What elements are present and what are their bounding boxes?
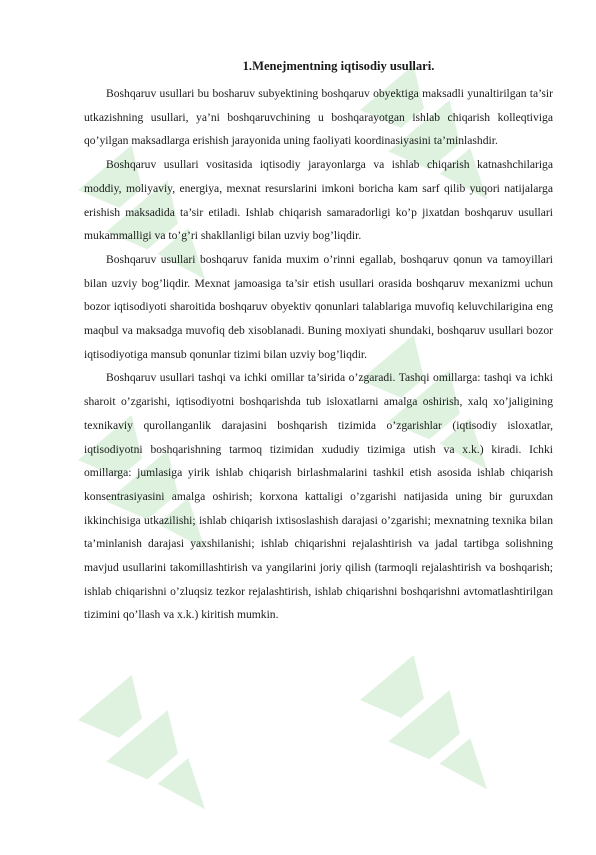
document-body (84, 58, 553, 627)
paragraph-1: Boshqaruv usullari bu bosharuv subyektining boshqaruv obyektiga maksadli yunaltirilgan ta’sir utkazishning usullari, ya’ni boshqaruvchining u boshqarayotgan ishlab chiqarish kolleqtiviga qo’yilgan maksadlarga erishish jarayonida uning faoliyati koordinasiyasini ta’minlashdir. (84, 87, 553, 148)
watermark-logo-icon (360, 640, 510, 830)
watermark-logo-icon (78, 660, 228, 850)
paragraph-2: Boshqaruv usullari vositasida iqtisodiy jarayonlarga va ishlab chiqarish katnashchilariga moddiy, moliyaviy, energiya, mexnat resurslarini imkoni boricha kam sarf qilib yuqori natijalarga erishish maksadida ta’sir etiladi. Ishlab chiqarish samaradorligi ko’p jixatdan boshqaruv usullari mukammalligi va to’g’ri shakllanligi bilan uzviy bog’liqdir. (84, 158, 553, 243)
paragraph-4: Boshqaruv usullari tashqi va ichki omillar ta’sirida o’zgaradi. Tashqi omillarga: tashqi va ichki sharoit o’zgarishi, iqtisodiyotni boshqarishda tub isloxatlarni amalga oshirish, xalq xo’jaligining texnikaviy qurollanganlik darajasini boshqarish tizimida o’zgarishlar (iqtisodiy isloxatlar, iqtisodiyotni boshqarishning tarmoq tizimidan xududiy tizimiga utish va x.k.) kiradi. Ichki omillarga: jumlasiga yirik ishlab chiqarish birlashmalarini tashkil etish asosida ishlab chiqarish konsentrasiyasini amalga oshirish; korxona kattaligi o’zgarishi natijasida uning bir guruxdan ikkinchisiga utkazilishi; ishlab chiqarish ixtisoslashish darajasi o’zgarishi; mexnatning texnika bilan ta’minlanish darajasi yaxshilanishi; ishlab chiqarishni rejalashtirish va jadal tartibga solishning mavjud usullarini takomillashtirish va yangilarini joriy qilish (tarmoqli rejalashtirish va boshqarish; ishlab chiqarishni o’zluqsiz tezkor rejalashtirish, ishlab chiqarishni boshqarishni avtomatlashtirilgan tizimini qo’llash va x.k.) kiritish mumkin. (84, 371, 553, 622)
paragraph-3: Boshqaruv usullari boshqaruv fanida muxim o’rinni egallab, boshqaruv qonun va tamoyillari bilan uzviy bog’liqdir. Mexnat jamoasiga ta’sir etish usullari orasida boshqaruv mexanizmi uchun bozor iqtisodiyoti sharoitida boshqaruv obyektiv qonunlari talablariga muvofiq keluvchilarigina eng maqbul va maksadga muvofiq deb xisoblanadi. Buning moxiyati shundaki, boshqaruv usullari bozor iqtisodiyotiga mansub qonunlar tizimi bilan uzviy bog’liqdir. (84, 252, 553, 361)
document-title: 1.Menejmentning iqtisodiy usullari. (242, 59, 435, 73)
